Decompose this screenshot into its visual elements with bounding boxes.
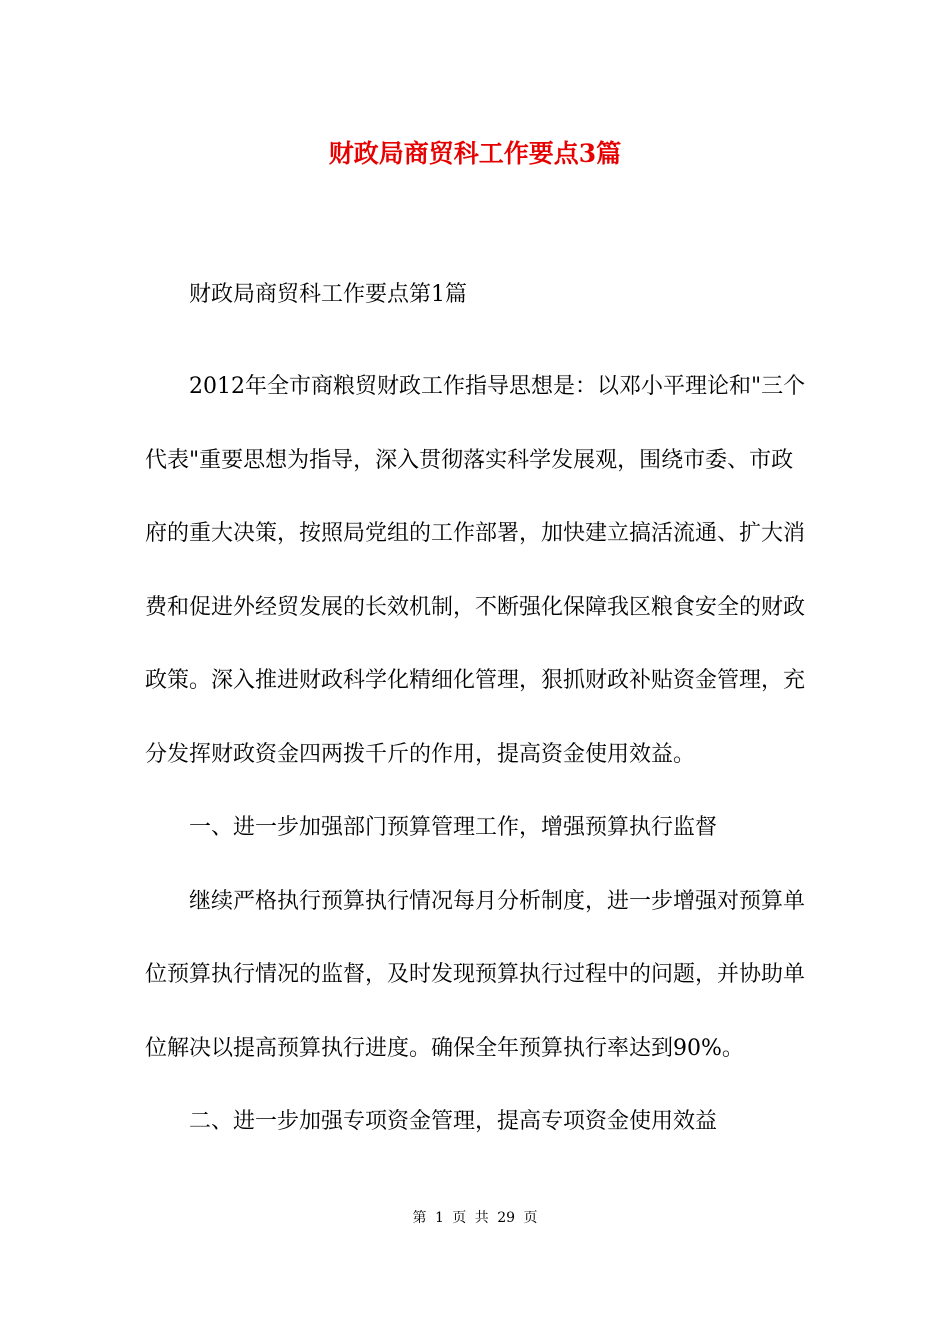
document-title: 财政局商贸科工作要点3篇 [328, 139, 622, 168]
heading-budget-management: 一、进一步加强部门预算管理工作，增强预算执行监督 [189, 815, 718, 840]
paragraph-budget-execution: 继续严格执行预算执行情况每月分析制度，进一步增强对预算单位预算执行情况的监督，及时发现预算执行过程中的问题，并协助单位解决以提高预算执行进度。确保全年预算执行率达到90%。 [145, 888, 806, 1061]
page-footer: 第 1 页 共 29 页 [412, 1210, 538, 1226]
heading-special-funds: 二、进一步加强专项资金管理，提高专项资金使用效益 [189, 1109, 718, 1134]
paragraph-guiding-thought: 2012年全市商粮贸财政工作指导思想是：以邓小平理论和"三个代表"重要思想为指导，深入贯彻落实科学发展观，围绕市委、市政府的重大决策，按照局党组的工作部署，加快建立搞活流通、扩大消费和促进外经贸发展的长效机制，不断强化保障我区粮食安全的财政政策。深入推进财政科学化精细化管理，狠抓财政补贴资金管理，充分发挥财政资金四两拨千斤的作用，提高资金使用效益。 [145, 374, 806, 767]
document-body [145, 276, 810, 1159]
section-subtitle: 财政局商贸科工作要点第1篇 [189, 282, 467, 307]
